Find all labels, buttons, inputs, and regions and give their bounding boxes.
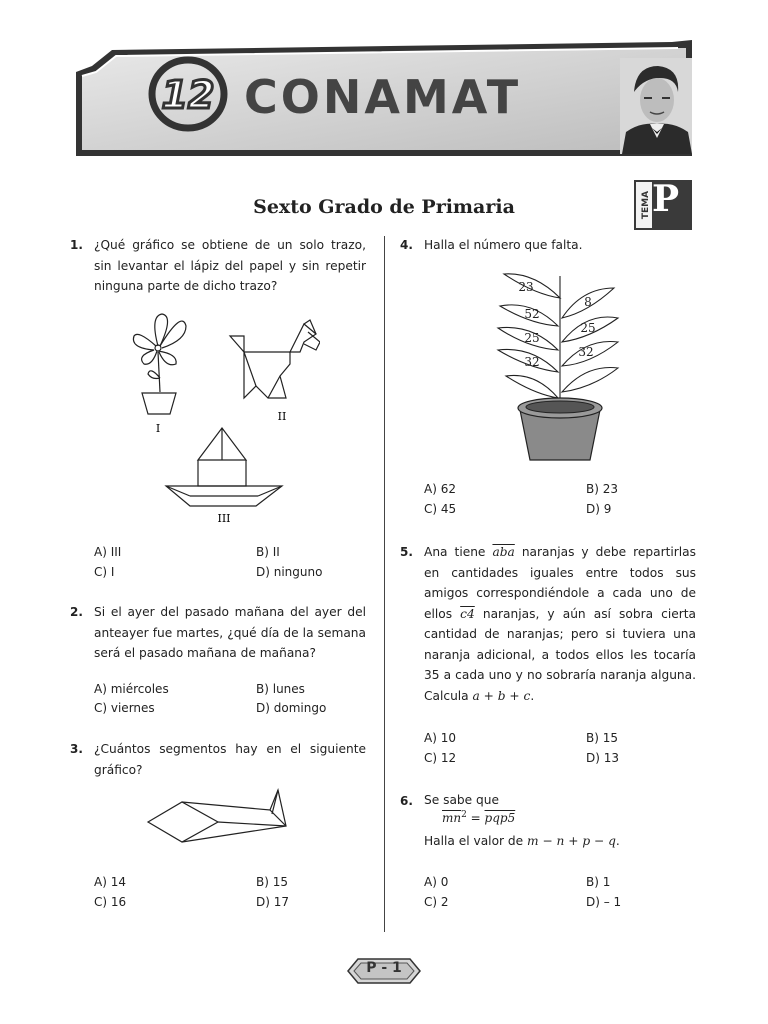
column-divider: [384, 236, 385, 932]
leaf-number-4: 25: [580, 321, 596, 335]
q2-option-b: B) lunes: [256, 682, 305, 696]
q5-option-a: A) 10: [424, 731, 456, 745]
q6-option-d: D) – 1: [586, 895, 622, 909]
q3-text: ¿Cuántos segmentos hay en el siguiente gráfico?: [94, 742, 366, 777]
brand-title: CONAMAT: [244, 70, 522, 124]
q6-expression: m − n + p − q: [527, 834, 616, 848]
leaf-number-7: 32: [524, 355, 540, 369]
q4-figure-plant: [494, 268, 624, 466]
q3-figure-airplane: [142, 784, 292, 848]
q5-overline-aba: $\overline{aba}$: [492, 545, 515, 559]
tema-letter: P: [652, 178, 680, 220]
q5-expression: a + b + c: [472, 688, 531, 703]
q5-text: Ana tiene $\overline{aba}$ naranjas y debe repartirlas en cantidades iguales entre todos sus amigos correspondiéndole a cada uno de ellos c4 naranjas, y aún así sobra cierta cantidad de naranjas; pero si tuviera una naranja adicional, a todos ellos les tocaría 35 a cada uno y no sobraría naranja alguna. Calcula a + b + c.: [424, 545, 696, 703]
leaf-number-1: 23: [518, 280, 534, 294]
q4-option-a: A) 62: [424, 482, 456, 496]
q2-option-c: C) viernes: [94, 701, 155, 715]
q1-label-i: I: [155, 422, 161, 435]
q5-number: 5.: [400, 545, 413, 559]
q1-option-a: A) III: [94, 545, 122, 559]
page-number: P - 1: [366, 960, 402, 976]
q4-option-d: D) 9: [586, 502, 612, 516]
leaf-number-5: 25: [524, 331, 540, 345]
q6-option-c: C) 2: [424, 895, 449, 909]
edition-number: 12: [161, 73, 215, 117]
leaf-number-2: 8: [584, 295, 592, 309]
q4-option-c: C) 45: [424, 502, 457, 516]
q6-question: Halla el valor de m − n + p − q.: [424, 834, 620, 848]
leaf-number-6: 32: [578, 345, 594, 359]
tema-word: [636, 186, 652, 224]
leaf-number-3: 52: [524, 307, 540, 321]
q1-number: 1.: [70, 238, 83, 252]
q1-text: ¿Qué gráfico se obtiene de un solo trazo, sin levantar el lápiz del papel y sin repetir ninguna parte de dicho trazo?: [94, 238, 366, 293]
leaf-left-5: [506, 375, 558, 398]
q5-option-c: C) 12: [424, 751, 457, 765]
q2-option-d: D) domingo: [256, 701, 327, 715]
svg-text:TEMA: TEMA: [641, 190, 651, 220]
q6-equation: $\overline{mn}^2 = pqp5$: [442, 810, 516, 825]
q6-option-a: A) 0: [424, 875, 449, 889]
q5-option-b: B) 15: [586, 731, 618, 745]
q1-figure-flower: [133, 314, 186, 414]
q2-option-a: A) miércoles: [94, 682, 169, 696]
q1-option-b: B) II: [256, 545, 280, 559]
q3-option-c: C) 16: [94, 895, 127, 909]
q3-option-a: A) 14: [94, 875, 126, 889]
q2-number: 2.: [70, 605, 83, 619]
q1-label-ii: II: [277, 410, 287, 423]
q6-number: 6.: [400, 794, 413, 808]
q5-option-d: D) 13: [586, 751, 620, 765]
q1-option-c: C) I: [94, 565, 115, 579]
q4-option-b: B) 23: [586, 482, 618, 496]
q4-number: 4.: [400, 238, 413, 252]
q2-text: Si el ayer del pasado mañana del ayer del anteayer fue martes, ¿qué día de la semana será el pasado mañana de mañana?: [94, 605, 366, 660]
grade-title: Sexto Grado de Primaria: [253, 196, 515, 218]
q1-figures: [120, 306, 320, 526]
q3-number: 3.: [70, 742, 83, 756]
q3-option-d: D) 17: [256, 895, 290, 909]
q1-figure-dog: [230, 320, 320, 398]
portrait-image: [620, 58, 692, 154]
q1-figure-boat: [166, 428, 282, 506]
leaf-right-4: [562, 368, 618, 393]
q3-option-b: B) 15: [256, 875, 288, 889]
edition-number-logo: [148, 54, 228, 134]
q1-label-iii: III: [217, 512, 231, 525]
q4-text: Halla el número que falta.: [424, 238, 583, 252]
q5-overline-c4: c4: [460, 606, 475, 621]
q6-option-b: B) 1: [586, 875, 611, 889]
q1-option-d: D) ninguno: [256, 565, 323, 579]
q6-text: Se sabe que: [424, 793, 499, 807]
